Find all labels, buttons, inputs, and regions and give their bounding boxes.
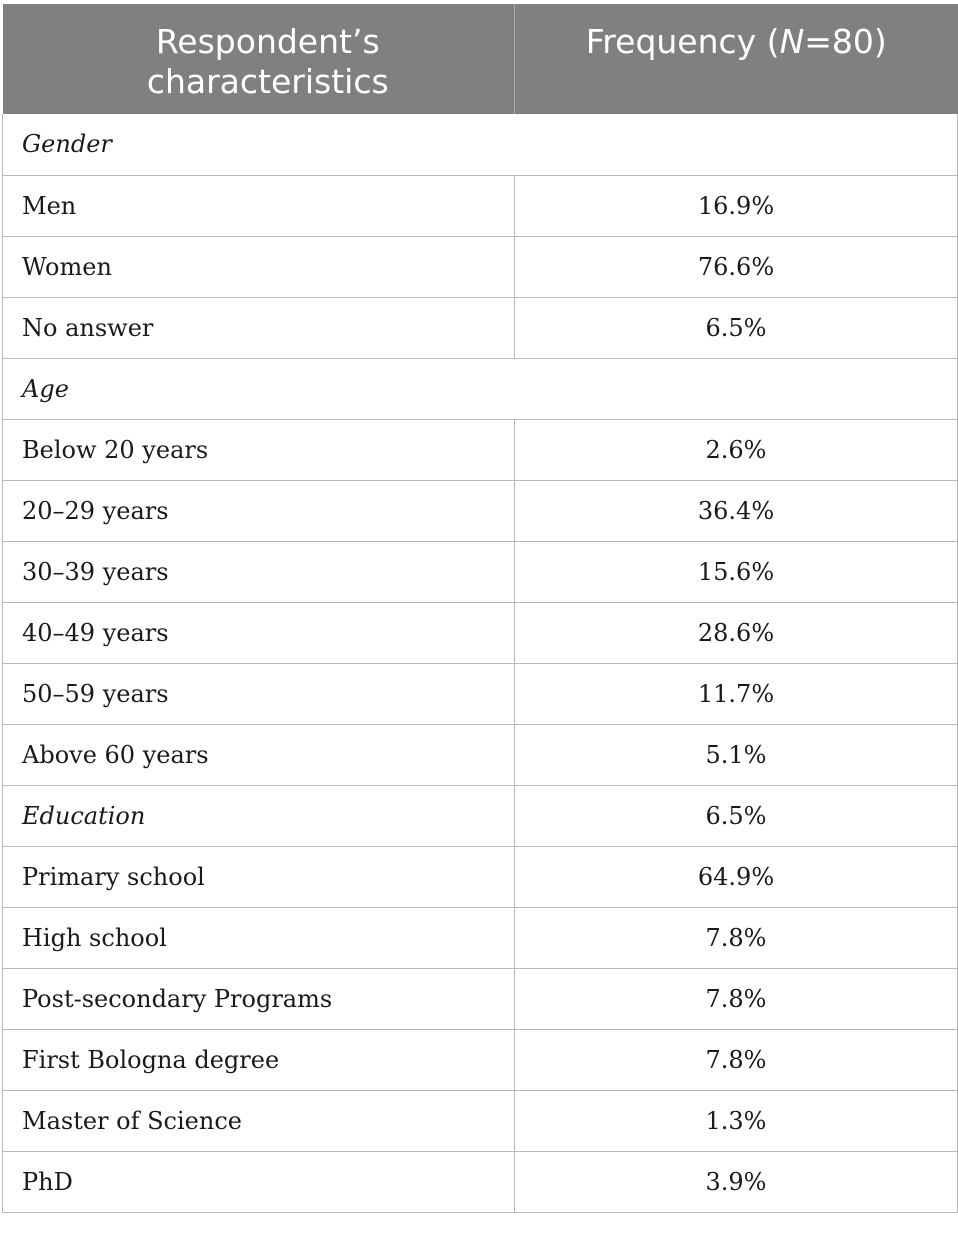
row-label: 30–39 years <box>3 541 515 602</box>
frequency-header <box>515 4 958 114</box>
row-value: 28.6% <box>515 602 958 663</box>
row-label: Above 60 years <box>3 724 515 785</box>
section-label: Education <box>3 785 515 846</box>
table-row <box>3 602 958 663</box>
characteristics-header-line2: characteristics <box>146 62 389 101</box>
row-value: 6.5% <box>515 785 958 846</box>
table-row <box>3 419 958 480</box>
row-value: 16.9% <box>515 175 958 236</box>
row-label: 50–59 years <box>3 663 515 724</box>
header-row <box>3 4 958 114</box>
frequency-header-n: N <box>779 22 805 61</box>
row-value: 6.5% <box>515 297 958 358</box>
section-row <box>3 785 958 846</box>
table-row <box>3 541 958 602</box>
frequency-header-suffix: =80) <box>804 22 887 61</box>
table-row <box>3 236 958 297</box>
row-value: 76.6% <box>515 236 958 297</box>
row-label: Master of Science <box>3 1090 515 1151</box>
table-row <box>3 297 958 358</box>
row-label: First Bologna degree <box>3 1029 515 1090</box>
row-label: Below 20 years <box>3 419 515 480</box>
row-value: 1.3% <box>515 1090 958 1151</box>
table-row <box>3 724 958 785</box>
row-label: Women <box>3 236 515 297</box>
table-row <box>3 663 958 724</box>
table-row <box>3 175 958 236</box>
row-label: Primary school <box>3 846 515 907</box>
section-row <box>3 114 958 175</box>
frequency-header-prefix: Frequency ( <box>585 22 780 61</box>
characteristics-header <box>3 4 515 114</box>
row-value: 11.7% <box>515 663 958 724</box>
characteristics-header-line1: Respondent’s <box>155 22 380 61</box>
table-row <box>3 968 958 1029</box>
row-value: 15.6% <box>515 541 958 602</box>
row-value: 5.1% <box>515 724 958 785</box>
table-row <box>3 907 958 968</box>
row-label: Post-secondary Programs <box>3 968 515 1029</box>
row-value: 7.8% <box>515 968 958 1029</box>
row-value: 2.6% <box>515 419 958 480</box>
table-row <box>3 846 958 907</box>
row-label: High school <box>3 907 515 968</box>
row-label: No answer <box>3 297 515 358</box>
row-value: 7.8% <box>515 1029 958 1090</box>
row-value: 7.8% <box>515 907 958 968</box>
table-row <box>3 480 958 541</box>
table-body <box>3 114 958 1212</box>
section-label: Gender <box>3 114 958 175</box>
section-row <box>3 358 958 419</box>
section-label: Age <box>3 358 958 419</box>
row-value: 64.9% <box>515 846 958 907</box>
row-label: 40–49 years <box>3 602 515 663</box>
table-row <box>3 1151 958 1212</box>
row-label: PhD <box>3 1151 515 1212</box>
row-value: 36.4% <box>515 480 958 541</box>
row-label: Men <box>3 175 515 236</box>
table-row <box>3 1029 958 1090</box>
row-label: 20–29 years <box>3 480 515 541</box>
table-row <box>3 1090 958 1151</box>
characteristics-table <box>2 4 958 1213</box>
row-value: 3.9% <box>515 1151 958 1212</box>
